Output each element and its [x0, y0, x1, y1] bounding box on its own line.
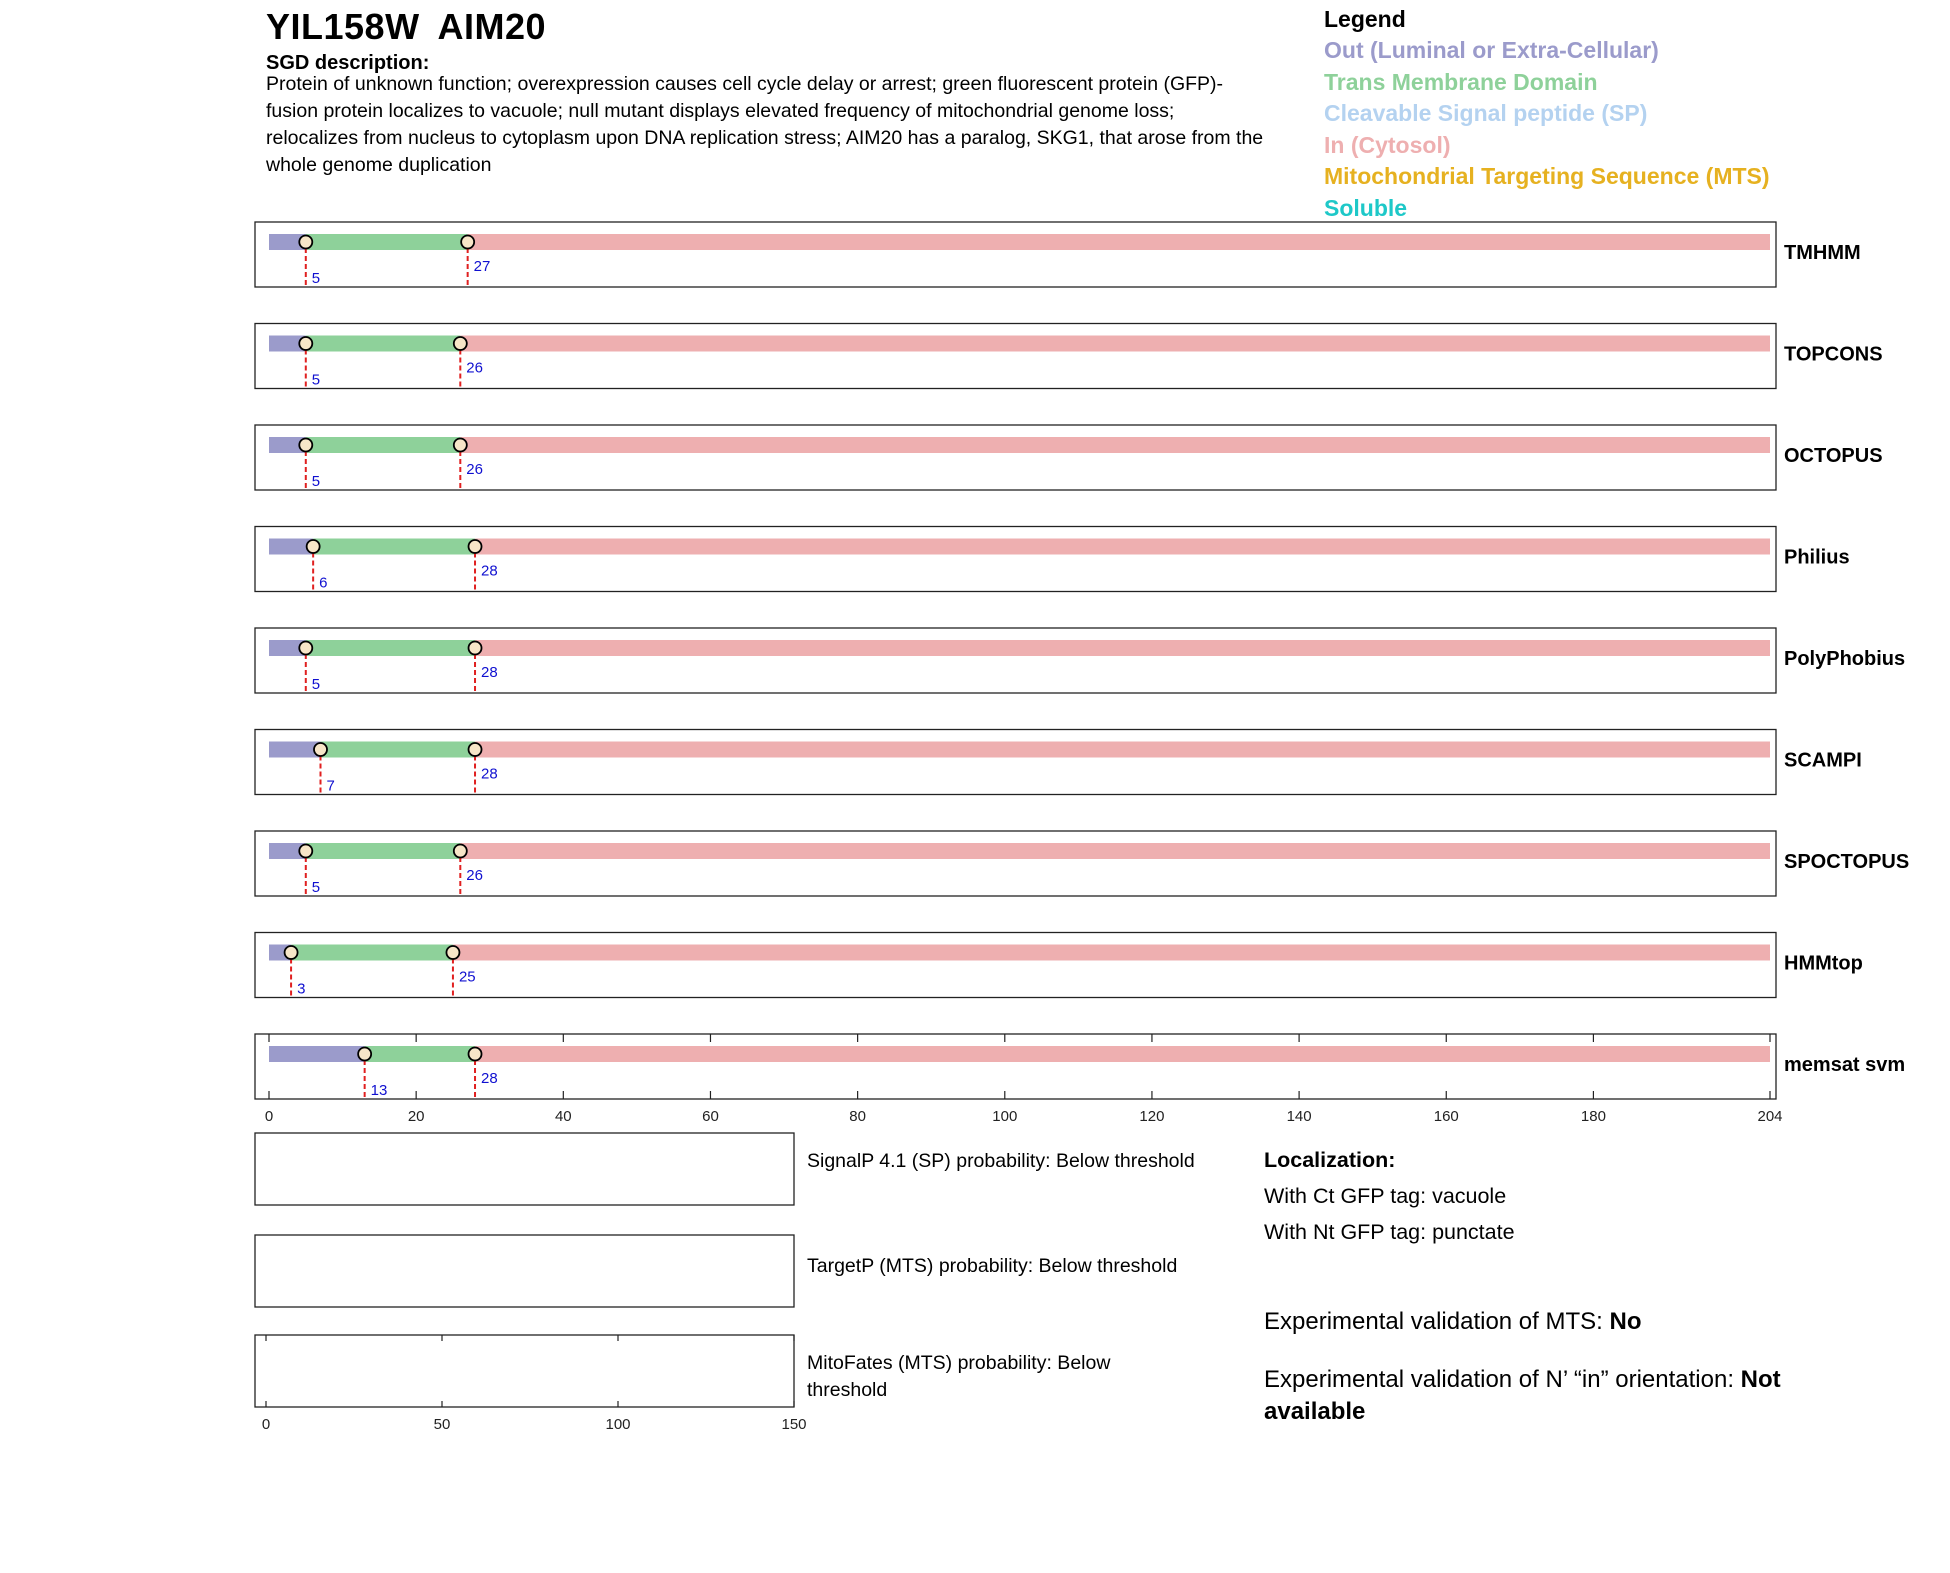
panel-frame-spoctopus — [255, 831, 1776, 896]
segment-in-hmmtop — [453, 945, 1770, 961]
segment-tm-octopus — [306, 437, 461, 453]
tm-end-label-topcons: 26 — [466, 359, 483, 377]
predictor-label-tmhmm: TMHMM — [1784, 242, 1861, 264]
sgd-description-label: SGD description: — [266, 52, 430, 74]
tm-end-marker-hmmtop — [446, 946, 459, 959]
localization-heading: Localization: — [1264, 1148, 1396, 1172]
tm-start-marker-memsat-svm — [358, 1048, 371, 1061]
legend-item-soluble: Soluble — [1324, 194, 1408, 221]
signalp-panel — [255, 1133, 794, 1205]
tm-start-label-topcons: 5 — [311, 371, 321, 389]
tm-end-label-spoctopus: 26 — [466, 867, 483, 884]
tm-start-marker-scampi — [314, 743, 327, 756]
signalp-label: SignalP 4.1 (SP) probability: Below threshold — [807, 1150, 1195, 1172]
predictor-label-scampi: SCAMPI — [1784, 749, 1862, 772]
panel-frame-polyphobius — [255, 628, 1776, 693]
tm-start-marker-polyphobius — [299, 642, 312, 655]
legend-item-tm: Trans Membrane Domain — [1324, 68, 1598, 95]
tm-end-marker-octopus — [454, 439, 467, 452]
x-tick-label-140: 140 — [1286, 1108, 1312, 1125]
tm-start-label-spoctopus: 5 — [311, 879, 321, 896]
panel-frame-memsat-svm — [255, 1034, 1776, 1099]
segment-in-topcons — [460, 336, 1770, 352]
panel-frame-tmhmm — [255, 222, 1776, 287]
segment-in-octopus — [460, 437, 1770, 453]
mts-validation — [1264, 1306, 1864, 1338]
segment-tm-hmmtop — [291, 945, 453, 961]
tm-start-marker-octopus — [299, 439, 312, 452]
gene-name: AIM20 — [437, 6, 547, 47]
tm-end-marker-scampi — [469, 743, 482, 756]
tm-end-label-octopus: 26 — [466, 461, 483, 478]
x-tick-label-40: 40 — [554, 1108, 572, 1125]
tm-start-marker-hmmtop — [285, 946, 298, 959]
mitofates-label: MitoFates (MTS) probability: Below threshold — [807, 1352, 1111, 1401]
x-tick-label-204: 204 — [1757, 1108, 1783, 1125]
probability-panels — [0, 1120, 820, 1433]
mts-validation-value: No — [1609, 1308, 1642, 1335]
tm-end-marker-polyphobius — [469, 642, 482, 655]
predictor-label-philius: Philius — [1784, 546, 1850, 569]
prob-x-tick-label-100: 100 — [605, 1416, 631, 1433]
segment-in-tmhmm — [468, 234, 1770, 250]
legend-title: Legend — [1324, 6, 1406, 32]
x-tick-label-160: 160 — [1433, 1108, 1459, 1125]
legend-item-mts: Mitochondrial Targeting Sequence (MTS) — [1324, 163, 1770, 189]
prob-x-tick-label-150: 150 — [781, 1416, 807, 1433]
panel-frame-philius — [255, 527, 1776, 592]
segment-in-polyphobius — [475, 640, 1770, 656]
tm-end-marker-topcons — [454, 337, 467, 350]
panel-frame-scampi — [255, 730, 1776, 795]
segment-tm-memsat-svm — [365, 1046, 475, 1062]
tm-end-label-polyphobius: 28 — [481, 664, 498, 681]
predictor-label-memsat-svm: memsat svm — [1784, 1054, 1906, 1076]
tm-start-label-octopus: 5 — [311, 473, 321, 490]
gene-id: YIL158W — [266, 6, 420, 47]
tm-start-label-tmhmm: 5 — [311, 270, 321, 287]
targetp-panel — [255, 1235, 794, 1307]
tm-start-label-hmmtop: 3 — [297, 980, 306, 998]
segment-out-memsat-svm — [269, 1046, 365, 1062]
segment-in-philius — [475, 539, 1770, 555]
sgd-description-text: Protein of unknown function; overexpression causes cell cycle delay or arrest; green fluorescent protein (GFP)-fusion protein localizes to vacuole; null mutant displays elevated frequency of mitochondrial genome loss; relocalizes from nucleus to cytoplasm upon DNA replication stress; AIM20 has a paralog, SKG1, that arose from the whole genome duplication — [266, 73, 1264, 176]
x-tick-label-20: 20 — [407, 1108, 425, 1125]
localization-ct: With Ct GFP tag: vacuole — [1264, 1184, 1507, 1208]
mts-validation-label: Experimental validation of MTS: — [1264, 1308, 1610, 1335]
segment-in-scampi — [475, 742, 1770, 758]
tm-start-marker-spoctopus — [299, 845, 312, 858]
segment-tm-topcons — [306, 336, 461, 352]
tm-end-label-scampi: 28 — [481, 765, 498, 783]
x-tick-label-100: 100 — [992, 1108, 1018, 1125]
predictor-label-spoctopus: SPOCTOPUS — [1784, 851, 1910, 873]
tm-end-marker-spoctopus — [454, 845, 467, 858]
x-tick-label-120: 120 — [1139, 1108, 1165, 1125]
segment-tm-polyphobius — [306, 640, 475, 656]
tm-start-marker-topcons — [299, 337, 312, 350]
predictor-label-topcons: TOPCONS — [1784, 343, 1883, 366]
tm-end-label-memsat-svm: 28 — [481, 1070, 498, 1087]
legend-item-sp: Cleavable Signal peptide (SP) — [1324, 100, 1648, 126]
predictor-label-polyphobius: PolyPhobius — [1784, 648, 1906, 670]
tm-start-label-polyphobius: 5 — [311, 676, 321, 693]
tm-end-marker-memsat-svm — [469, 1048, 482, 1061]
panel-frame-hmmtop — [255, 933, 1776, 998]
orientation-validation — [1264, 1364, 1864, 1428]
tm-start-marker-philius — [307, 540, 320, 553]
segment-tm-spoctopus — [306, 843, 461, 859]
segment-tm-scampi — [321, 742, 476, 758]
orientation-validation-value: Not available — [1264, 1366, 1781, 1425]
prob-x-tick-label-0: 0 — [261, 1416, 271, 1433]
x-tick-label-180: 180 — [1580, 1108, 1606, 1125]
targetp-label: TargetP (MTS) probability: Below threshold — [807, 1255, 1178, 1277]
segment-tm-philius — [313, 539, 475, 555]
legend-item-out: Out (Luminal or Extra-Cellular) — [1324, 37, 1659, 63]
prob-x-tick-label-50: 50 — [433, 1416, 451, 1433]
panel-frame-octopus — [255, 425, 1776, 490]
x-tick-label-60: 60 — [702, 1108, 719, 1125]
x-tick-label-80: 80 — [849, 1108, 866, 1125]
tm-end-label-tmhmm: 27 — [473, 258, 491, 275]
segment-in-spoctopus — [460, 843, 1770, 859]
orientation-validation-label: Experimental validation of N’ “in” orientation: — [1264, 1366, 1741, 1393]
tm-end-label-hmmtop: 25 — [458, 968, 476, 986]
tm-start-marker-tmhmm — [299, 236, 312, 249]
segment-out-scampi — [269, 742, 321, 758]
tm-end-marker-philius — [469, 540, 482, 553]
localization-nt: With Nt GFP tag: punctate — [1264, 1220, 1515, 1244]
x-tick-label-0: 0 — [264, 1108, 274, 1125]
tm-start-label-memsat-svm: 13 — [370, 1082, 388, 1099]
tm-end-label-philius: 28 — [481, 562, 498, 580]
tm-start-label-scampi: 7 — [326, 777, 335, 795]
panel-frame-topcons — [255, 324, 1776, 389]
predictor-label-octopus: OCTOPUS — [1784, 445, 1883, 467]
tm-start-label-philius: 6 — [319, 574, 328, 592]
segment-tm-tmhmm — [306, 234, 468, 250]
predictor-label-hmmtop: HMMtop — [1784, 952, 1863, 975]
tm-end-marker-tmhmm — [461, 236, 474, 249]
mitofates-panel — [255, 1335, 794, 1407]
legend-item-in: In (Cytosol) — [1324, 131, 1451, 158]
segment-in-memsat-svm — [475, 1046, 1770, 1062]
